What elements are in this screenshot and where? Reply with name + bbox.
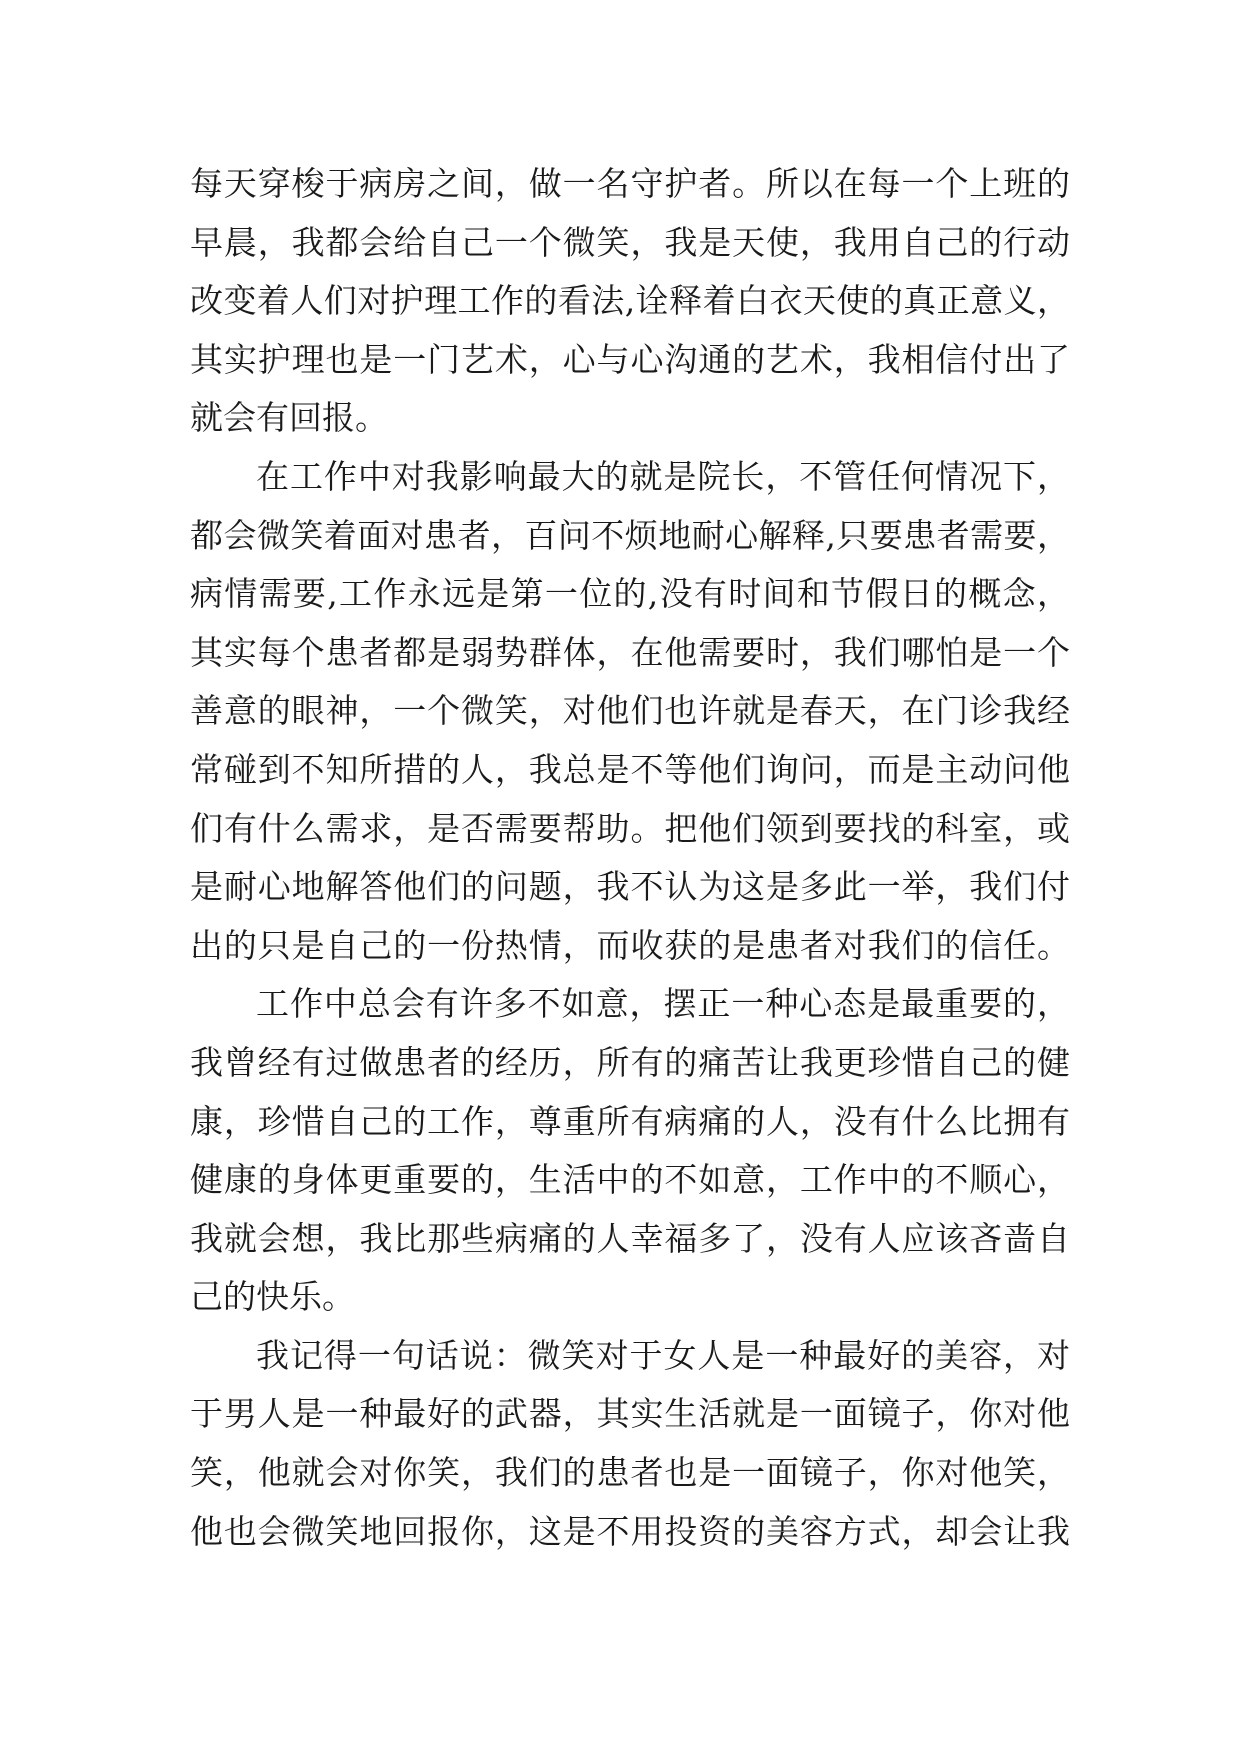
text-line: 我就会想，我比那些病痛的人幸福多了，没有人应该吝啬自 (190, 1218, 1070, 1258)
text-line: 善意的眼神，一个微笑，对他们也许就是春天，在门诊我经 (190, 691, 1070, 731)
paragraph-4 (190, 1327, 1070, 1561)
text-line: 于男人是一种最好的武器，其实生活就是一面镜子，你对他 (190, 1394, 1070, 1434)
text-line: 出的只是自己的一份热情，而收获的是患者对我们的信任。 (190, 925, 1070, 965)
text-line: 们有什么需求，是否需要帮助。把他们领到要找的科室，或 (190, 808, 1070, 848)
text-line: 常碰到不知所措的人，我总是不等他们询问，而是主动问他 (190, 749, 1070, 789)
document-body (190, 155, 1070, 1561)
text-line: 我曾经有过做患者的经历，所有的痛苦让我更珍惜自己的健 (190, 1042, 1070, 1082)
text-line: 其实每个患者都是弱势群体，在他需要时，我们哪怕是一个 (190, 632, 1070, 672)
text-line: 笑，他就会对你笑，我们的患者也是一面镜子，你对他笑， (190, 1453, 1070, 1493)
text-line: 健康的身体更重要的，生活中的不如意，工作中的不顺心， (190, 1160, 1070, 1200)
text-line: 在工作中对我影响最大的就是院长，不管任何情况下， (256, 456, 1070, 496)
text-line: 我记得一句话说：微笑对于女人是一种最好的美容，对 (256, 1335, 1070, 1375)
text-line: 其实护理也是一门艺术，心与心沟通的艺术，我相信付出了 (190, 339, 1070, 379)
text-line: 工作中总会有许多不如意，摆正一种心态是最重要的， (256, 984, 1070, 1024)
text-line: 己的快乐。 (190, 1277, 355, 1317)
text-line: 都会微笑着面对患者，百问不烦地耐心解释,只要患者需要， (190, 515, 1070, 555)
paragraph-1 (190, 155, 1070, 448)
text-line: 康，珍惜自己的工作，尊重所有病痛的人，没有什么比拥有 (190, 1101, 1070, 1141)
text-line: 就会有回报。 (190, 398, 388, 438)
text-line: 每天穿梭于病房之间，做一名守护者。所以在每一个上班的 (190, 164, 1070, 203)
text-line: 早晨，我都会给自己一个微笑，我是天使，我用自己的行动 (190, 222, 1070, 262)
text-line: 改变着人们对护理工作的看法,诠释着白衣天使的真正意义， (190, 281, 1070, 321)
paragraph-2 (190, 448, 1070, 975)
text-line: 是耐心地解答他们的问题，我不认为这是多此一举，我们付 (190, 867, 1070, 907)
paragraph-3 (190, 975, 1070, 1327)
text-line: 病情需要,工作永远是第一位的,没有时间和节假日的概念， (190, 574, 1070, 614)
text-line: 他也会微笑地回报你，这是不用投资的美容方式，却会让我 (190, 1511, 1070, 1551)
